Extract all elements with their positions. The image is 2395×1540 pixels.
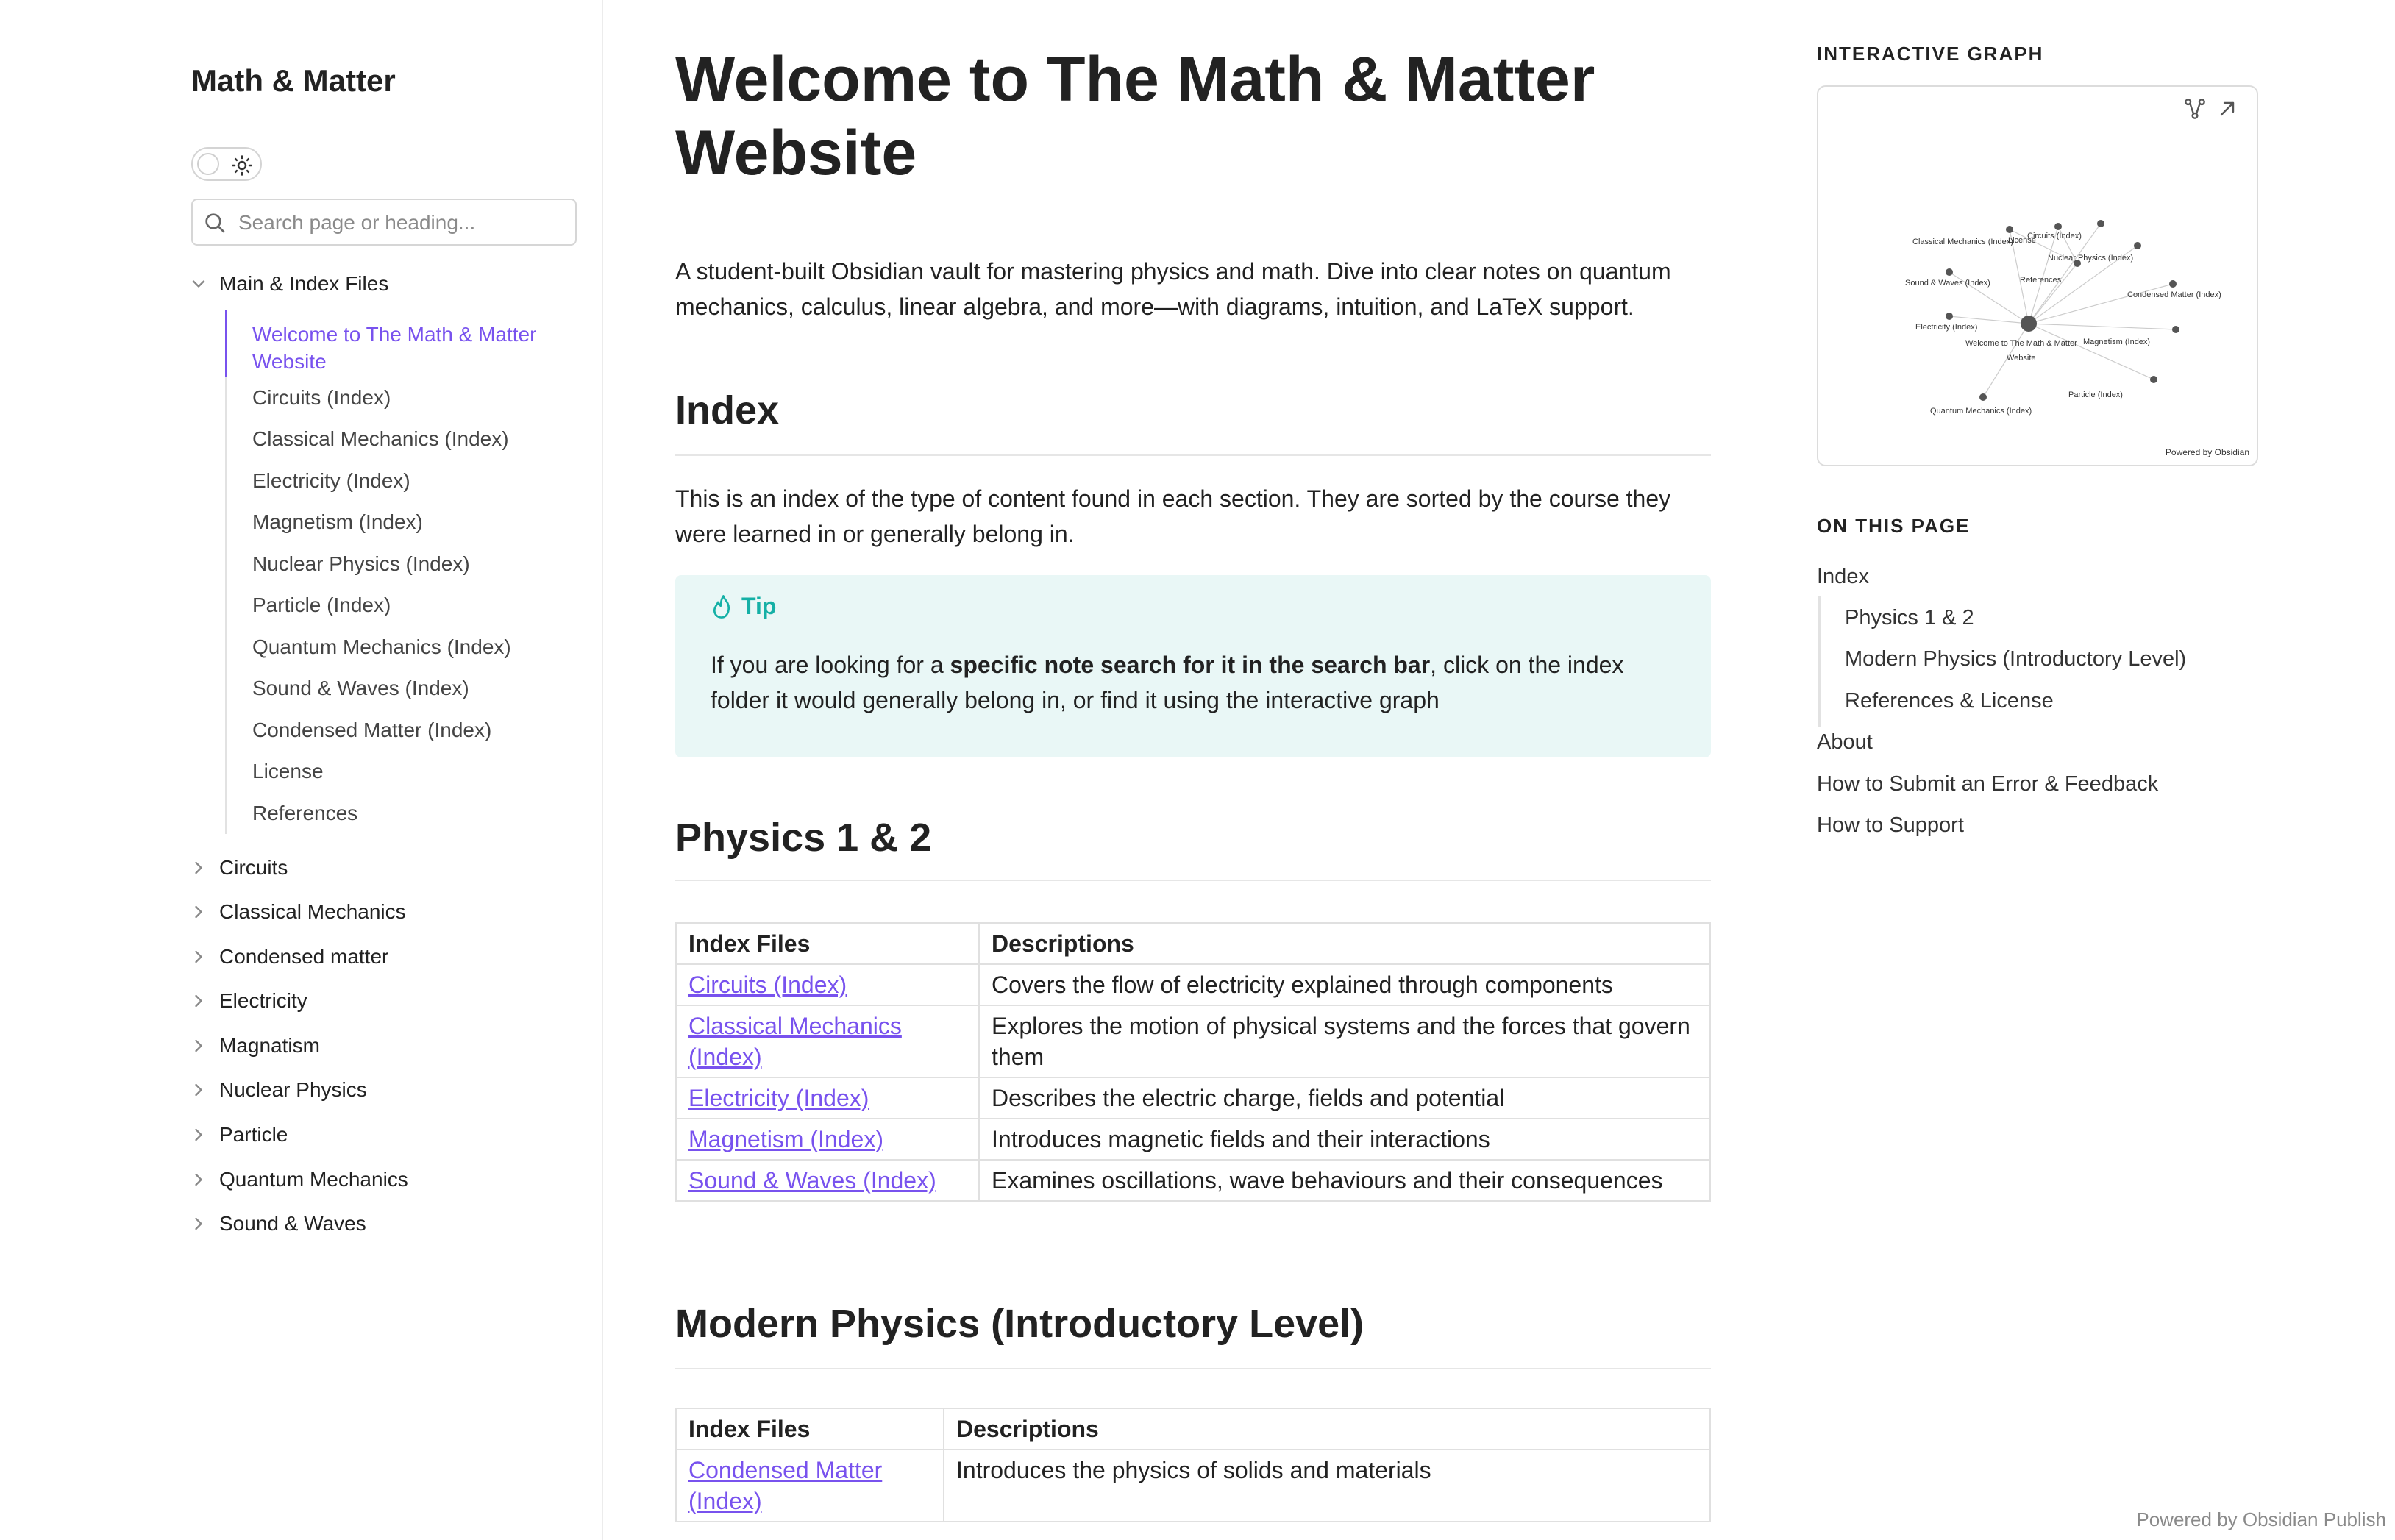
- graph-node-label: Condensed Matter (Index): [2127, 290, 2221, 299]
- tip-callout: [675, 575, 1711, 757]
- graph-node: [2169, 280, 2177, 288]
- graph-section-label: INTERACTIVE GRAPH: [1817, 43, 2044, 65]
- folder-label: Particle: [219, 1123, 288, 1146]
- folder-condensed-matter[interactable]: [188, 941, 388, 973]
- toc-indent-line: [1818, 596, 1821, 727]
- folder-classical-mechanics[interactable]: [188, 896, 406, 928]
- folder-quantum-mechanics[interactable]: [188, 1163, 408, 1196]
- folder-label: Nuclear Physics: [219, 1078, 367, 1101]
- toc-item-index[interactable]: Index: [1817, 565, 1869, 588]
- toc-item-about[interactable]: About: [1817, 730, 1873, 754]
- toc-item-physics-1-2[interactable]: Physics 1 & 2: [1845, 606, 1974, 630]
- folder-circuits[interactable]: [188, 852, 288, 884]
- search-input[interactable]: [237, 206, 563, 240]
- active-indicator: [225, 310, 227, 377]
- callout-title-text: Tip: [741, 593, 777, 619]
- theme-toggle[interactable]: [191, 147, 262, 181]
- search-box[interactable]: [191, 199, 577, 246]
- table-cell: [676, 1077, 979, 1119]
- chevron-down-icon: [188, 274, 209, 294]
- graph-node: [2054, 223, 2062, 230]
- file-nuclear-physics-index[interactable]: Nuclear Physics (Index): [252, 552, 470, 575]
- index-link-magnetism[interactable]: Magnetism (Index): [688, 1126, 883, 1152]
- site-title[interactable]: Math & Matter: [191, 63, 396, 98]
- table-cell: Introduces magnetic fields and their interactions: [979, 1119, 1710, 1160]
- physics-index-table: [675, 922, 1711, 1202]
- chevron-right-icon: [188, 947, 209, 967]
- graph-node: [2150, 376, 2157, 383]
- graph-node: [1946, 313, 1953, 320]
- sun-icon: [231, 154, 253, 177]
- graph-node-label: Electricity (Index): [1915, 323, 1978, 332]
- index-link-circuits[interactable]: Circuits (Index): [688, 972, 847, 998]
- file-classical-mechanics-index[interactable]: Classical Mechanics (Index): [252, 427, 509, 450]
- table-row: [676, 1005, 1710, 1077]
- toc-item-how-to-support[interactable]: How to Support: [1817, 813, 1964, 837]
- table-header-row: [676, 923, 1710, 964]
- table-cell: Covers the flow of electricity explained through components: [979, 964, 1710, 1005]
- chevron-right-icon: [188, 902, 209, 922]
- page-title: Welcome to The Math & Matter Website: [675, 44, 1595, 188]
- search-icon: [203, 211, 227, 235]
- table-row: [676, 964, 1710, 1005]
- callout-title[interactable]: [711, 593, 776, 620]
- callout-text-before: If you are looking for a: [711, 652, 950, 678]
- folder-children: [225, 310, 580, 834]
- folder-label: Main & Index Files: [219, 272, 389, 295]
- graph-node-label: Classical Mechanics (Index): [1912, 238, 2013, 246]
- toggle-knob: [197, 153, 219, 175]
- chevron-right-icon: [188, 991, 209, 1011]
- chevron-right-icon: [188, 1124, 209, 1145]
- graph-node: [1946, 268, 1953, 276]
- folder-electricity[interactable]: [188, 985, 307, 1017]
- toc-item-modern-physics[interactable]: Modern Physics (Introductory Level): [1845, 647, 2187, 671]
- table-cell: [676, 1119, 979, 1160]
- file-circuits-index[interactable]: Circuits (Index): [252, 386, 391, 409]
- table-cell: [676, 1450, 944, 1522]
- table-cell: [676, 1160, 979, 1201]
- file-license[interactable]: License: [252, 760, 324, 783]
- file-quantum-mechanics-index[interactable]: Quantum Mechanics (Index): [252, 635, 511, 658]
- graph-node-label: Particle (Index): [2068, 391, 2123, 399]
- graph-node-label: Quantum Mechanics (Index): [1930, 407, 2032, 416]
- table-header: Index Files: [676, 923, 979, 964]
- toc-section-label: ON THIS PAGE: [1817, 515, 1971, 537]
- folder-label: Quantum Mechanics: [219, 1168, 408, 1191]
- folder-label: Classical Mechanics: [219, 900, 406, 923]
- folder-sound-waves[interactable]: [188, 1208, 366, 1240]
- folder-particle[interactable]: [188, 1119, 288, 1151]
- graph-center-label: Welcome to The Math & Matter: [1965, 339, 2077, 348]
- graph-canvas[interactable]: [1818, 87, 2258, 466]
- table-cell: Explores the motion of physical systems and the forces that govern them: [979, 1005, 1710, 1077]
- graph-node-label: Nuclear Physics (Index): [2048, 254, 2134, 263]
- file-particle-index[interactable]: Particle (Index): [252, 593, 391, 616]
- graph-node: [2006, 226, 2013, 233]
- file-magnetism-index[interactable]: Magnetism (Index): [252, 510, 423, 533]
- graph-node-label: Sound & Waves (Index): [1905, 279, 1990, 288]
- callout-text-after: , click on the index folder it would generally belong in, or find it using the interactive graph: [711, 652, 1624, 713]
- table-cell: Describes the electric charge, fields and potential: [979, 1077, 1710, 1119]
- chevron-right-icon: [188, 858, 209, 878]
- intro-paragraph: A student-built Obsidian vault for mastering physics and math. Dive into clear notes on quantum mechanics, calculus, linear algebra, and more—with diagrams, intuition, and LaTeX support.: [675, 258, 1671, 320]
- graph-node-label: Circuits (Index): [2027, 232, 2082, 240]
- folder-label: Magnatism: [219, 1034, 320, 1057]
- file-welcome[interactable]: Welcome to The Math & Matter Website: [252, 323, 537, 373]
- index-link-condensed-matter[interactable]: Condensed Matter (Index): [688, 1457, 883, 1514]
- flame-icon: [711, 594, 733, 619]
- toc-item-submit-error[interactable]: How to Submit an Error & Feedback: [1817, 772, 2159, 796]
- file-sound-waves-index[interactable]: Sound & Waves (Index): [252, 677, 469, 699]
- chevron-right-icon: [188, 1035, 209, 1056]
- graph-node: [2134, 242, 2141, 249]
- index-link-sound-waves[interactable]: Sound & Waves (Index): [688, 1167, 936, 1194]
- callout-body: [711, 647, 1682, 718]
- modern-index-table: [675, 1408, 1711, 1522]
- folder-label: Electricity: [219, 989, 307, 1012]
- table-header: Descriptions: [944, 1408, 1710, 1450]
- chevron-right-icon: [188, 1169, 209, 1190]
- folder-nuclear-physics[interactable]: [188, 1074, 367, 1106]
- powered-by-footer[interactable]: Powered by Obsidian Publish: [2136, 1508, 2386, 1530]
- folder-label: Condensed matter: [219, 945, 389, 968]
- table-header: Index Files: [676, 1408, 944, 1450]
- table-header-row: [676, 1408, 1710, 1450]
- table-cell: [676, 1005, 979, 1077]
- file-electricity-index[interactable]: Electricity (Index): [252, 469, 410, 492]
- expand-icon[interactable]: [2216, 97, 2239, 121]
- graph-view-icon[interactable]: [2183, 97, 2207, 121]
- index-link-electricity[interactable]: Electricity (Index): [688, 1085, 869, 1111]
- folder-label: Circuits: [219, 856, 288, 879]
- chevron-right-icon: [188, 1080, 209, 1100]
- left-sidebar: [0, 0, 603, 1540]
- table-row: [676, 1119, 1710, 1160]
- table-cell: [676, 964, 979, 1005]
- graph-node-label: Magnetism (Index): [2083, 338, 2151, 346]
- graph-center-label: Website: [2007, 354, 2036, 363]
- interactive-graph[interactable]: [1817, 85, 2258, 466]
- heading-physics-1-2: Physics 1 & 2: [675, 806, 1711, 881]
- index-link-classical-mechanics[interactable]: Classical Mechanics (Index): [688, 1013, 902, 1070]
- folder-main-index-files[interactable]: [188, 268, 388, 300]
- folder-magnatism[interactable]: [188, 1030, 320, 1062]
- index-paragraph: This is an index of the type of content found in each section. They are sorted by the course they were learned in or generally belong in.: [675, 485, 1671, 547]
- graph-toolbar: [2174, 97, 2239, 121]
- file-condensed-matter-index[interactable]: Condensed Matter (Index): [252, 719, 492, 741]
- table-row: [676, 1077, 1710, 1119]
- graph-powered-label: Powered by Obsidian: [2165, 447, 2249, 457]
- chevron-right-icon: [188, 1213, 209, 1234]
- table-header: Descriptions: [979, 923, 1710, 964]
- graph-node: [1979, 393, 1987, 401]
- heading-index: Index: [675, 381, 1711, 456]
- graph-node-label: License: [2008, 236, 2036, 245]
- toc-item-references-license[interactable]: References & License: [1845, 689, 2054, 713]
- folder-label: Sound & Waves: [219, 1212, 366, 1235]
- table-row: [676, 1160, 1710, 1201]
- heading-modern-physics: Modern Physics (Introductory Level): [675, 1294, 1711, 1369]
- table-cell: Examines oscillations, wave behaviours and their consequences: [979, 1160, 1710, 1201]
- table-row: [676, 1450, 1710, 1522]
- graph-node: [2097, 220, 2104, 227]
- graph-node-label: References: [2020, 276, 2062, 285]
- graph-node-center: [2021, 316, 2037, 332]
- callout-text-bold: specific note search for it in the search bar: [950, 652, 1431, 678]
- file-references[interactable]: References: [252, 802, 358, 824]
- graph-node: [2172, 326, 2179, 333]
- table-cell: Introduces the physics of solids and materials: [944, 1450, 1710, 1522]
